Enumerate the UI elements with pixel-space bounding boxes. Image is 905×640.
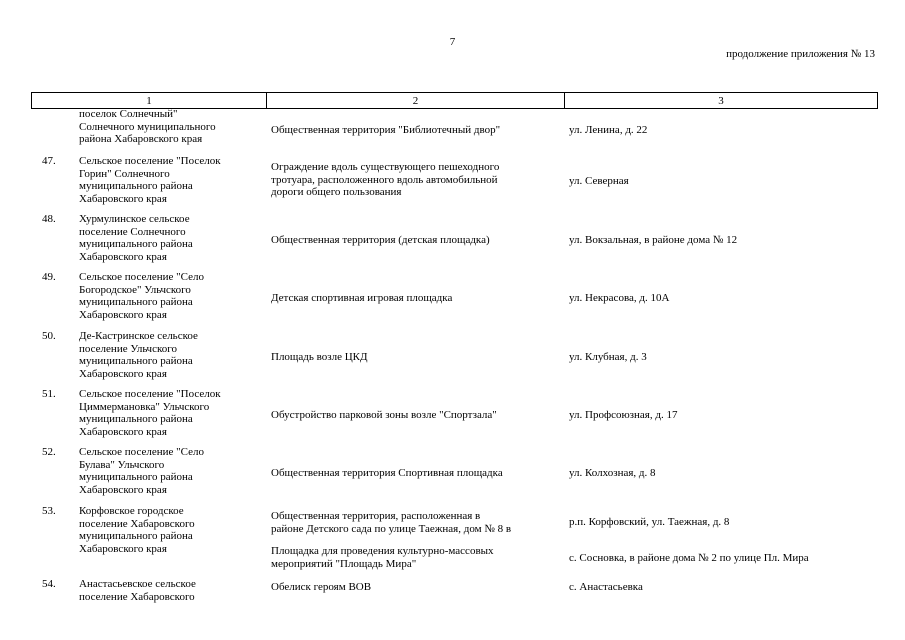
continuation-label: продолжение приложения № 13 [726,48,875,60]
column-header-row [32,93,878,109]
column-header-table [31,92,878,109]
row-number: 52. [42,446,56,458]
name-line: муниципального района [79,413,193,425]
name-line: муниципального района [79,471,193,483]
object-line: районе Детского сада по улице Таежная, дом № 8 в [271,522,512,535]
row-number: 53. [42,505,56,517]
settlement-name [79,108,264,146]
object-line: Площадка для проведения культурно-массовых [271,545,494,557]
name-line: Сельское поселение "Село [79,271,204,283]
object-description [271,292,561,305]
name-line: Хабаровского края [79,483,167,496]
object-line: Общественная территория (детская площадка) [271,234,490,246]
object-address: с. Сосновка, в районе дома № 2 по улице Пл. Мира [569,552,809,564]
name-line: Булава" Ульчского [79,458,165,471]
row-number: 50. [42,330,56,342]
object-line: Общественная территория, расположенная в [271,510,481,522]
name-line: поселение Хабаровского [79,590,195,603]
name-line: Циммермановка" Ульчского [79,400,210,413]
object-address: р.п. Корфовский, ул. Таежная, д. 8 [569,516,730,528]
name-line: муниципального района [79,296,193,308]
name-line: муниципального района [79,530,193,542]
settlement-name [79,330,264,380]
object-line: мероприятий "Площадь Мира" [271,557,417,570]
name-line: района Хабаровского края [79,133,203,145]
name-line: Хабаровского края [79,192,167,205]
object-line: Площадь возле ЦКД [271,351,368,363]
settlement-name [79,271,264,321]
row-number: 54. [42,578,56,590]
object-description [271,409,561,422]
name-line: муниципального района [79,238,193,250]
object-description [271,124,561,137]
column-header-1: 1 [32,93,267,109]
object-line: Ограждение вдоль существующего пешеходного [271,161,500,173]
name-line: Сельское поселение "Село [79,446,204,458]
name-line: муниципального района [79,180,193,192]
name-line: Хурмулинское сельское [79,213,190,225]
object-address: ул. Некрасова, д. 10А [569,292,670,304]
object-description [271,510,561,535]
row-number: 48. [42,213,56,225]
column-header-3: 3 [565,93,878,109]
row-number: 51. [42,388,56,400]
page-number: 7 [449,36,456,48]
name-line: Хабаровского края [79,425,167,438]
settlement-name [79,446,264,496]
object-description [271,351,561,364]
object-address: ул. Северная [569,175,629,187]
name-line: Хабаровского края [79,367,167,380]
settlement-name [79,213,264,263]
name-line: поселение Хабаровского [79,517,195,530]
object-address: с. Анастасьевка [569,581,643,593]
object-description [271,467,561,480]
name-line: Хабаровского края [79,542,167,555]
name-line: Анастасьевское сельское [79,578,196,590]
object-address: ул. Колхозная, д. 8 [569,467,656,479]
name-line: Хабаровского края [79,308,167,321]
name-line: Де-Кастринское сельское [79,330,198,342]
name-line: Солнечного муниципального [79,120,216,133]
object-line: Обелиск героям ВОВ [271,581,372,593]
name-line: Корфовское городское [79,505,184,517]
object-line: Обустройство парковой зоны возле "Спортзала" [271,409,497,421]
object-address: ул. Ленина, д. 22 [569,124,648,136]
name-line: Богородское" Ульчского [79,283,191,296]
row-number: 49. [42,271,56,283]
object-address: ул. Клубная, д. 3 [569,351,647,363]
object-description [271,545,561,570]
object-line: Общественная территория Спортивная площадка [271,467,503,479]
name-line: Горин" Солнечного [79,167,170,180]
object-address: ул. Профсоюзная, д. 17 [569,409,678,421]
object-line: Детская спортивная игровая площадка [271,292,453,304]
name-line: муниципального района [79,355,193,367]
name-line: поселение Солнечного [79,225,186,238]
object-line: дороги общего пользования [271,186,402,198]
settlement-name [79,578,264,603]
object-line: Общественная территория "Библиотечный двор" [271,124,501,136]
name-line: поселение Ульчского [79,342,177,355]
object-line: тротуара, расположенного вдоль автомобильной [271,173,498,186]
name-line: Сельское поселение "Поселок [79,388,221,400]
settlement-name [79,505,264,555]
object-description [271,234,561,247]
row-number: 47. [42,155,56,167]
name-line: Сельское поселение "Поселок [79,155,221,167]
name-line: Хабаровского края [79,250,167,263]
object-description [271,161,561,199]
name-line: поселок Солнечный" [79,108,178,120]
settlement-name [79,155,264,205]
object-address: ул. Вокзальная, в районе дома № 12 [569,234,738,246]
object-description [271,581,561,594]
column-header-2: 2 [267,93,565,109]
settlement-name [79,388,264,438]
